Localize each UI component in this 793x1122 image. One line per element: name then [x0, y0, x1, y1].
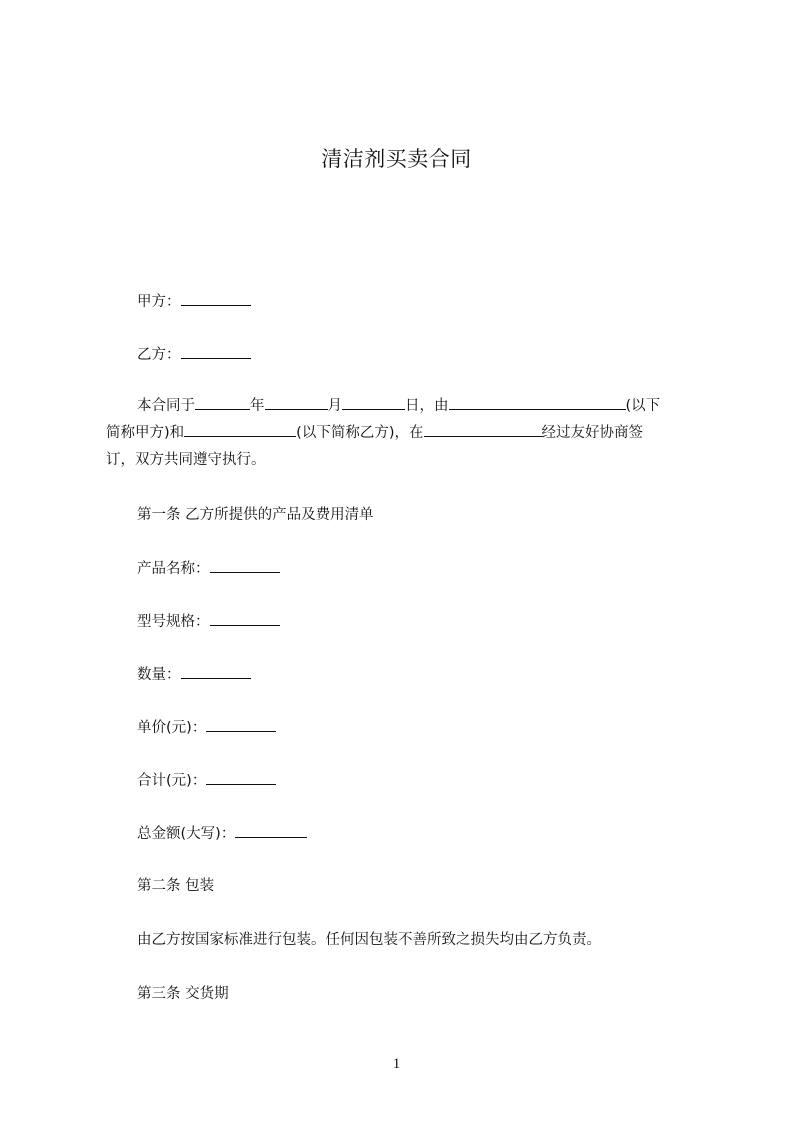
document-title: 清洁剂买卖合同 — [321, 147, 472, 171]
quantity-label: 数量： — [137, 667, 181, 683]
intro-text-year: 年 — [250, 398, 265, 414]
quantity-blank[interactable] — [181, 664, 251, 679]
intro-row-2 — [106, 420, 702, 447]
total-amount-blank[interactable] — [235, 823, 307, 838]
intro-text-month: 月 — [327, 398, 342, 414]
intro-paragraph — [106, 393, 702, 474]
total-amount-label: 总金额(大写)： — [137, 826, 236, 842]
party-a-line — [137, 291, 251, 312]
location-blank[interactable] — [424, 422, 542, 437]
intro-text-8: 经过友好协商签 — [541, 425, 643, 441]
subtotal-label: 合计(元)： — [137, 773, 207, 789]
unit-price-line — [137, 717, 276, 738]
intro-text-6: 简称甲方)和 — [106, 425, 185, 441]
page-number: 1 — [392, 1056, 401, 1072]
model-spec-blank[interactable] — [210, 611, 280, 626]
party-a-blank[interactable] — [181, 291, 251, 306]
article-2-heading: 第二条 包装 — [137, 878, 215, 894]
day-blank[interactable] — [342, 395, 405, 410]
unit-price-blank[interactable] — [206, 717, 276, 732]
party-a-label: 甲方： — [137, 294, 181, 310]
product-name-blank[interactable] — [210, 558, 280, 573]
intro-text-1: 本合同于 — [137, 398, 195, 414]
unit-price-label: 单价(元)： — [137, 720, 207, 736]
party-b-blank[interactable] — [181, 344, 251, 359]
party-b-line — [137, 344, 251, 365]
product-name-line — [137, 558, 280, 579]
intro-text-day: 日，由 — [405, 398, 449, 414]
party-a-name-blank[interactable] — [449, 395, 626, 410]
intro-text-7: (以下简称乙方)，在 — [296, 425, 424, 441]
product-name-label: 产品名称： — [137, 561, 210, 577]
intro-row-3 — [106, 447, 702, 474]
intro-text-9: 订，双方共同遵守执行。 — [106, 452, 266, 468]
year-blank[interactable] — [195, 395, 250, 410]
model-spec-label: 型号规格： — [137, 614, 210, 630]
article-1-heading: 第一条 乙方所提供的产品及费用清单 — [137, 507, 374, 523]
quantity-line — [137, 664, 251, 685]
article-3-heading: 第三条 交货期 — [137, 986, 229, 1002]
month-blank[interactable] — [265, 395, 328, 410]
model-spec-line — [137, 611, 280, 632]
total-amount-line — [137, 823, 307, 844]
intro-text-5: (以下 — [625, 398, 661, 414]
subtotal-blank[interactable] — [206, 770, 276, 785]
article-2-body: 由乙方按国家标准进行包装。任何因包装不善所致之损失均由乙方负责。 — [137, 932, 601, 948]
party-b-label: 乙方： — [137, 347, 181, 363]
party-b-name-blank[interactable] — [184, 422, 296, 437]
subtotal-line — [137, 770, 276, 791]
intro-row-1 — [106, 393, 702, 420]
